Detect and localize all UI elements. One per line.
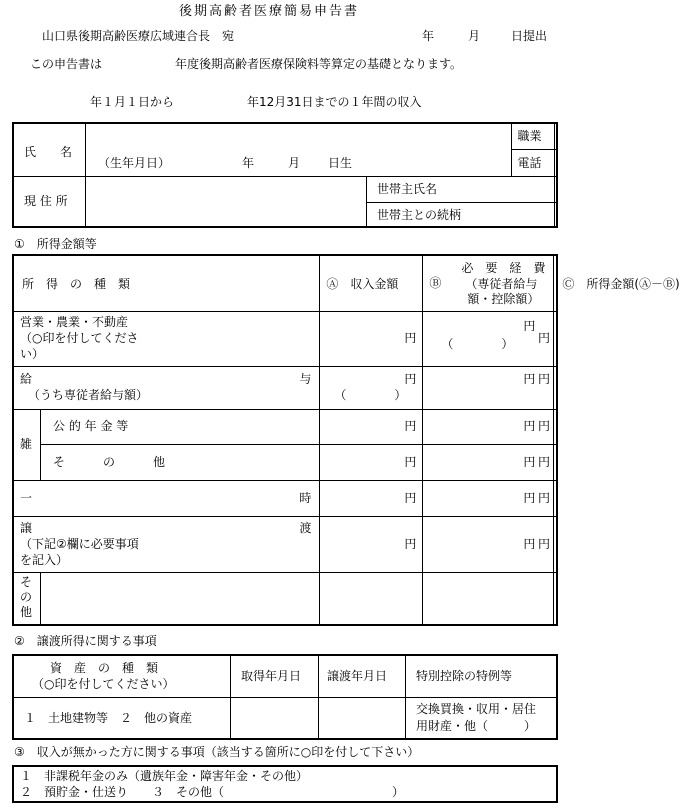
name-label: 氏 名 — [24, 145, 73, 159]
no-income-table — [12, 765, 558, 803]
salary-sub-label: （うち専従者給与額） — [28, 387, 149, 402]
paren-blank: （ ） — [441, 336, 514, 351]
row-temporary-label — [13, 480, 320, 516]
misc-label: 雑 — [20, 436, 33, 451]
temporary-expense-cell[interactable] — [423, 480, 554, 516]
misc-other-a: そ — [53, 454, 66, 469]
birth-day-label: 日生 — [328, 156, 353, 170]
misc-other-result-cell[interactable] — [537, 444, 557, 480]
special-line1: 交換買換・収用・居住 — [416, 701, 537, 716]
row-business-label — [13, 311, 320, 366]
transfer-label-b: 渡 — [299, 520, 312, 535]
misc-other-income-cell[interactable] — [320, 444, 423, 480]
others-income-cell[interactable] — [320, 572, 423, 625]
job-input-cell[interactable] — [554, 123, 557, 149]
misc-other-expense-cell[interactable] — [423, 444, 554, 480]
yen-unit: 円 — [404, 454, 417, 469]
transfer-label-a: 譲 — [20, 520, 33, 535]
yen-unit: 円 — [523, 371, 536, 386]
transfer-income-cell[interactable] — [320, 516, 423, 572]
col-type-header — [13, 255, 320, 311]
others-result-cell[interactable] — [554, 572, 557, 625]
asset-type-cell[interactable] — [13, 697, 231, 739]
row-misc-label — [13, 409, 41, 480]
pension-label: 公 的 年 金 等 — [53, 418, 129, 433]
phone-label: 電話 — [517, 155, 542, 170]
date-month-label: 月 — [468, 29, 481, 43]
yen-unit: 円 — [523, 490, 536, 505]
no-income-options-cell[interactable] — [13, 766, 557, 802]
salary-result-cell[interactable] — [537, 366, 557, 409]
paren-blank: （ ） — [334, 387, 407, 402]
special-options-cell[interactable] — [406, 697, 558, 739]
no-income-line1: １ 非課税年金のみ（遺族年金・障害年金・その他） — [20, 769, 309, 783]
form-title: 後期高齢者医療簡易申告書 — [179, 4, 360, 19]
yen-unit: 円 — [537, 454, 550, 469]
col-special-label: 特別控除の特例等 — [416, 669, 513, 683]
yen-unit: 円 — [537, 330, 550, 345]
others-type-cell[interactable] — [41, 572, 320, 625]
business-income-cell[interactable] — [320, 311, 423, 366]
misc-other-c: 他 — [153, 454, 166, 469]
period-to: 年12月31日までの１年間の収入 — [247, 95, 422, 109]
salary-label-a: 給 — [20, 371, 33, 386]
purpose-prefix: この申告書は — [30, 57, 103, 71]
birth-label: （生年月日） — [98, 156, 171, 170]
col-transferred-header — [319, 655, 406, 697]
phone-label-cell — [511, 149, 554, 176]
yen-unit: 円 — [523, 454, 536, 469]
yen-unit: 円 — [404, 371, 417, 386]
special-line2: 用財産・他（ ） — [416, 718, 537, 733]
addressee: 山口県後期高齢医療広域連合長 宛 — [42, 29, 235, 43]
col-asset-line1: 資 産 の 種 類 — [50, 661, 159, 675]
business-line3: い） — [20, 346, 45, 361]
temporary-label-a: 一 — [20, 490, 33, 505]
relation-label: 世帯主との続柄 — [377, 207, 462, 222]
acquired-date-cell[interactable] — [231, 697, 319, 739]
col-result-label: Ⓒ 所得金額(Ⓐ－Ⓑ) — [562, 277, 680, 291]
pension-expense-cell[interactable] — [423, 409, 554, 444]
pension-result-cell[interactable] — [537, 409, 557, 444]
section2-heading: ② 譲渡所得に関する事項 — [14, 634, 157, 648]
yen-unit: 円 — [537, 418, 550, 433]
col-acquired-label: 取得年月日 — [241, 669, 302, 683]
date-day-label: 日提出 — [511, 29, 548, 43]
col-special-header — [406, 655, 558, 697]
pension-income-cell[interactable] — [320, 409, 423, 444]
section3-heading: ③ 収入が無かった方に関する事項（該当する箇所に○印を付して下さい） — [14, 745, 420, 759]
transfer-line2: （下記②欄に必要事項 — [20, 536, 139, 551]
col-asset-line2: （○印を付してください） — [32, 677, 175, 691]
yen-unit: 円 — [537, 490, 550, 505]
business-line1: 営業・農業・不動産 — [20, 314, 129, 329]
householder-input-cell[interactable] — [554, 176, 557, 202]
address-label-cell — [13, 176, 86, 227]
temporary-income-cell[interactable] — [320, 480, 423, 516]
yen-unit: 円 — [523, 318, 536, 333]
yen-unit: 円 — [404, 330, 417, 345]
yen-unit: 円 — [404, 490, 417, 505]
row-transfer-label — [13, 516, 320, 572]
salary-income-cell[interactable] — [320, 366, 423, 409]
name-input-cell[interactable] — [86, 123, 512, 176]
col-expense-mark: Ⓑ — [429, 276, 442, 290]
yen-unit: 円 — [404, 536, 417, 551]
col-acquired-header — [231, 655, 319, 697]
col-expense-line1: 必 要 経 費 — [461, 261, 546, 275]
relation-label-cell — [367, 202, 555, 227]
business-expense-cell[interactable] — [423, 311, 554, 366]
others-expense-cell[interactable] — [423, 572, 554, 625]
others-line3: 他 — [20, 604, 33, 619]
householder-label-cell — [367, 176, 555, 202]
yen-unit: 円 — [404, 418, 417, 433]
section1-heading: ① 所得金額等 — [14, 237, 97, 251]
yen-unit: 円 — [523, 418, 536, 433]
salary-label-b: 与 — [299, 371, 312, 386]
yen-unit: 円 — [537, 536, 550, 551]
business-line2: （○印を付してくださ — [20, 330, 139, 345]
row-misc-other-label — [41, 444, 320, 480]
birth-month-label: 月 — [288, 156, 301, 170]
temporary-label-b: 時 — [299, 490, 312, 505]
transfer-table — [12, 654, 558, 740]
temporary-result-cell[interactable] — [537, 480, 557, 516]
col-asset-header — [13, 655, 231, 697]
income-table — [12, 254, 680, 626]
transfer-line3: を記入） — [20, 552, 69, 567]
yen-unit: 円 — [537, 371, 550, 386]
col-income-label: Ⓐ 収入金額 — [326, 277, 399, 291]
row-pension-label — [41, 409, 320, 444]
others-line1: そ — [20, 574, 33, 589]
personal-info-table — [12, 122, 558, 228]
business-result-cell[interactable] — [537, 311, 557, 366]
transfer-result-cell[interactable] — [537, 516, 557, 572]
row-others-label — [13, 572, 41, 625]
job-label: 職業 — [517, 129, 542, 143]
others-line2: の — [20, 589, 33, 604]
birth-year-label: 年 — [242, 156, 255, 170]
period-from: 年１月１日から — [90, 95, 175, 109]
address-input-cell[interactable] — [86, 176, 367, 227]
householder-label: 世帯主氏名 — [377, 181, 438, 196]
relation-input-cell[interactable] — [554, 202, 557, 227]
yen-unit: 円 — [523, 536, 536, 551]
col-type-label: 所 得 の 種 類 — [22, 277, 131, 291]
col-expense-header — [423, 255, 554, 311]
transferred-date-cell[interactable] — [319, 697, 406, 739]
row-salary-label — [13, 366, 320, 409]
purpose-suffix: 年度後期高齢者医療保険料等算定の基礎となります。 — [175, 57, 463, 71]
no-income-line2: ２ 預貯金・仕送り ３ その他（ ） — [20, 785, 405, 799]
col-income-header — [320, 255, 423, 311]
asset-options: １ 土地建物等 ２ 他の資産 — [24, 710, 193, 725]
name-label-cell — [13, 123, 86, 176]
job-label-cell — [511, 123, 554, 149]
col-expense-line2: （専従者給与 — [465, 277, 538, 291]
col-transferred-label: 譲渡年月日 — [327, 669, 388, 683]
col-expense-line3: 額・控除額） — [467, 292, 540, 306]
phone-input-cell[interactable] — [554, 149, 557, 176]
address-label: 現 住 所 — [24, 193, 68, 208]
misc-other-b: の — [103, 454, 116, 469]
col-result-header — [554, 255, 680, 311]
date-year-label: 年 — [422, 29, 435, 43]
salary-expense-cell[interactable] — [423, 366, 554, 409]
transfer-expense-cell[interactable] — [423, 516, 554, 572]
